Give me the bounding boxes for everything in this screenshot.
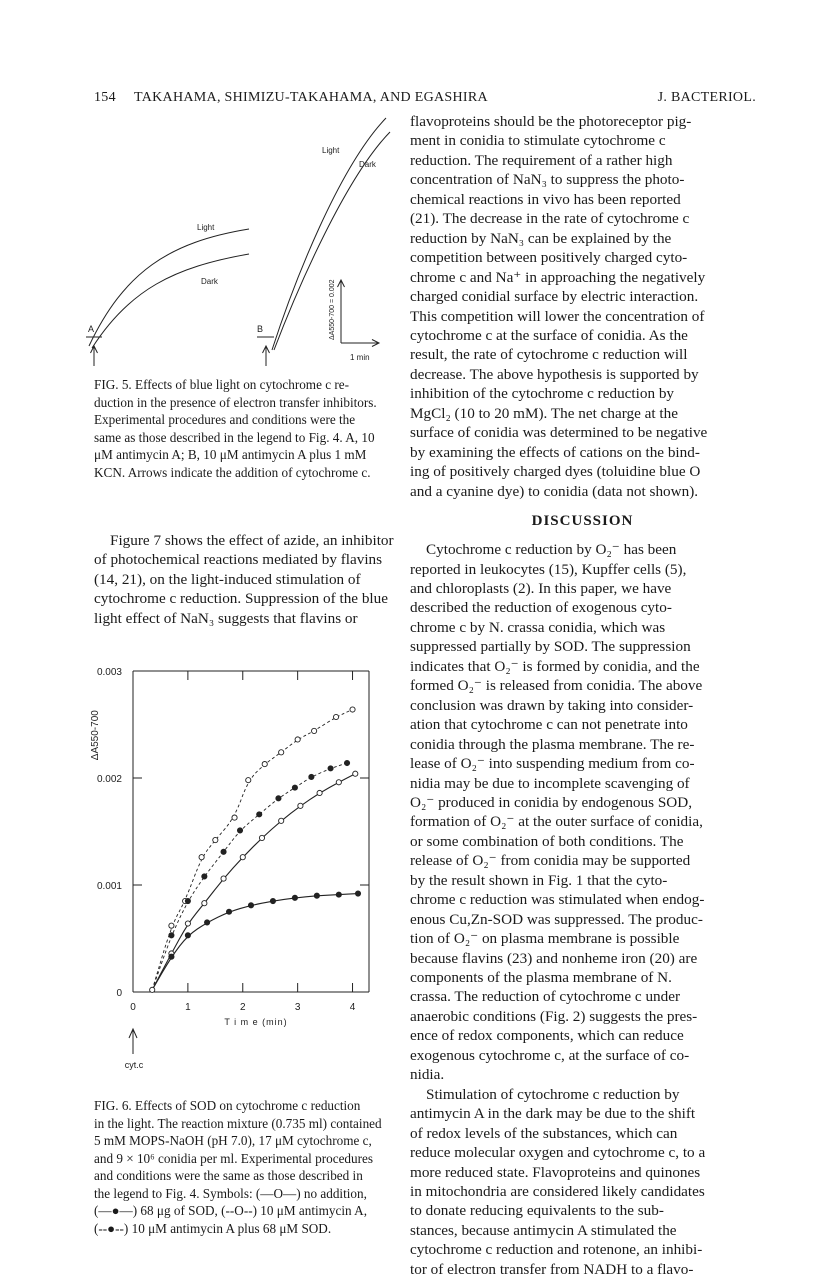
data-point-series-4: [257, 812, 262, 817]
text-line: reduction by NaN₃ can be explained by the: [410, 229, 672, 247]
fig5-curve-a-light: [89, 229, 249, 346]
data-point-series-3: [232, 815, 237, 820]
text-line: reduction. The requirement of a rather high: [410, 151, 673, 169]
fig5-label-light-a: Light: [197, 223, 215, 232]
text-line: nidia may be due to incomplete scavenging of: [410, 774, 690, 792]
y-tick-label: 0: [116, 988, 122, 1000]
data-point-series-3: [312, 729, 317, 734]
section-heading-discussion: DISCUSSION: [531, 513, 634, 530]
text-line: decrease. The above hypothesis is supported by: [410, 365, 699, 383]
data-point-series-1: [221, 876, 226, 881]
x-tick-label: 4: [349, 1002, 356, 1014]
text-line: of photochemical reactions mediated by flavins: [94, 551, 383, 569]
text-line: competition between positively charged cyto-: [410, 249, 688, 267]
text-line: suppressed partially by SOD. The suppression: [410, 638, 691, 656]
data-point-series-3: [213, 838, 218, 843]
y-tick-label: 0.003: [96, 667, 122, 679]
data-point-series-4: [309, 775, 314, 780]
text-line: components of the plasma membrane of N.: [410, 969, 672, 987]
x-tick-label: 1: [185, 1002, 191, 1014]
series-line-1: [152, 774, 355, 990]
data-point-series-4: [202, 874, 207, 879]
text-line: (21). The decrease in the rate of cytochrome c: [410, 210, 690, 228]
y-tick-label: 0.002: [96, 774, 122, 786]
data-point-series-3: [333, 715, 338, 720]
text-line: ation that cytochrome c can not penetrate into: [410, 716, 688, 734]
caption-line: (—●—) 68 μg of SOD, (--O--) 10 μM antimycin A,: [94, 1203, 367, 1219]
text-line: chrome c and Na⁺ in approaching the negatively: [410, 268, 706, 286]
text-line: chrome c by N. crassa conidia, which was: [410, 618, 666, 636]
text-line: conidia through the plasma membrane. The re-: [410, 735, 695, 753]
text-line: nidia.: [410, 1066, 445, 1084]
series-line-2: [152, 894, 358, 990]
data-point-series-3: [295, 737, 300, 742]
text-line: Figure 7 shows the effect of azide, an inhibitor: [110, 532, 394, 549]
text-line: reduce molecular oxygen and cytochrome c, to a: [410, 1144, 706, 1162]
text-line: or some combination of both conditions. The: [410, 832, 684, 850]
text-line: enous Cu,Zn-SOD was suppressed. The produc-: [410, 910, 703, 928]
data-point-series-2: [204, 920, 209, 925]
figure-6-caption: [94, 1097, 394, 1237]
data-point-series-1: [353, 771, 358, 776]
text-line: lease of O₂⁻ into suspending medium from co-: [410, 755, 695, 773]
caption-line: FIG. 6. Effects of SOD on cytochrome c reduction: [94, 1098, 361, 1114]
text-line: flavoproteins should be the photoreceptor pig-: [410, 113, 692, 130]
x-tick-label: 2: [239, 1002, 246, 1014]
caption-line: KCN. Arrows indicate the addition of cytochrome c.: [94, 464, 371, 480]
caption-line: Experimental procedures and conditions were the: [94, 412, 356, 427]
text-line: Stimulation of cytochrome c reduction by: [426, 1085, 680, 1103]
right-paragraph-continued: [410, 112, 755, 501]
fig5-label-dark-b: Dark: [359, 160, 376, 169]
fig5-panel-b: B: [257, 324, 264, 334]
caption-line: (--●--) 10 μM antimycin A plus 68 μM SOD.: [94, 1220, 332, 1236]
data-point-series-4: [292, 785, 297, 790]
text-line: to donate reducing equivalents to the sub-: [410, 1202, 664, 1220]
right-column: [410, 112, 755, 1279]
data-point-series-1: [279, 818, 284, 823]
caption-line: same as those described in the legend to Fig. 4. A, 10: [94, 429, 375, 445]
fig5-panel-a: A: [88, 324, 95, 334]
figure-5-caption: [94, 376, 394, 481]
text-line: ment in conidia to stimulate cytochrome c: [410, 132, 666, 150]
series-line-4: [152, 763, 347, 990]
text-line: by examining the effects of cations on the bind-: [410, 443, 700, 461]
data-point-series-2: [270, 899, 275, 904]
x-axis-label: T i m e (min): [224, 1017, 288, 1028]
running-journal: J. BACTERIOL.: [657, 90, 756, 105]
data-point-series-3: [262, 762, 267, 767]
text-line: conclusion was drawn by taking into consider-: [410, 696, 694, 714]
text-line: anaerobic conditions (Fig. 2) suggests the pres-: [410, 1007, 698, 1025]
text-line: reported in leukocytes (15), Kupffer cells (5),: [410, 560, 687, 578]
data-point-series-1: [240, 855, 245, 860]
text-line: crassa. The reduction of cytochrome c under: [410, 988, 681, 1006]
text-line: stances, because antimycin A stimulated the: [410, 1221, 677, 1239]
data-point-start: [150, 988, 155, 993]
data-point-series-2: [185, 933, 190, 938]
text-line: because flavins (23) and nonheme iron (20) are: [410, 949, 698, 967]
text-line: result, the rate of cytochrome c reduction will: [410, 346, 688, 364]
text-line: tion of O₂⁻ on plasma membrane is possible: [410, 930, 680, 948]
text-line: concentration of NaN₃ to suppress the photo-: [410, 171, 685, 189]
text-line: charged conidial surface by electric interaction.: [410, 288, 699, 306]
data-point-series-3: [350, 707, 355, 712]
data-point-series-4: [276, 796, 281, 801]
data-point-series-2: [226, 909, 231, 914]
text-line: exogenous cytochrome c, at the surface of co-: [410, 1046, 690, 1064]
caption-line: and conditions were the same as those described in: [94, 1168, 363, 1184]
text-line: antimycin A in the dark may be due to the shift: [410, 1105, 696, 1123]
data-point-series-4: [185, 899, 190, 904]
page-number: 154: [94, 90, 116, 105]
data-point-series-1: [317, 791, 322, 796]
data-point-series-4: [237, 828, 242, 833]
caption-line: μM antimycin A; B, 10 μM antimycin A plus 1 mM: [94, 447, 367, 462]
text-line: cytochrome c reduction. Suppression of the blue: [94, 590, 388, 608]
data-point-series-1: [185, 921, 190, 926]
fig5-label-light-b: Light: [322, 146, 340, 155]
x-tick-label: 3: [294, 1002, 301, 1014]
x-tick-label: 0: [130, 1002, 136, 1014]
data-point-series-1: [298, 803, 303, 808]
data-point-series-2: [248, 903, 253, 908]
data-point-series-2: [336, 892, 341, 897]
figure-6: [90, 665, 394, 1093]
left-paragraph: [94, 531, 394, 628]
data-point-series-3: [199, 855, 204, 860]
text-line: light effect of NaN₃ suggests that flavins or: [94, 609, 358, 627]
text-line: cytochrome c at the surface of conidia. As the: [410, 326, 688, 344]
text-line: of redox levels of the substances, which can: [410, 1124, 678, 1142]
figure-5: [88, 112, 394, 370]
text-line: surface of conidia was determined to be negative: [410, 424, 708, 442]
text-line: more reduced state. Flavoproteins and quinones: [410, 1163, 701, 1181]
data-point-series-4: [169, 933, 174, 938]
text-line: indicates that O₂⁻ is formed by conidia, and the: [410, 657, 700, 675]
data-point-series-3: [246, 778, 251, 783]
caption-line: the legend to Fig. 4. Symbols: (—O—) no addition,: [94, 1185, 367, 1201]
caption-line: duction in the presence of electron transfer inhibitors.: [94, 394, 377, 410]
caption-line: 5 mM MOPS-NaOH (pH 7.0), 17 μM cytochrome c,: [94, 1133, 372, 1149]
text-line: chrome c reduction was stimulated when endog-: [410, 891, 705, 909]
data-point-series-3: [279, 750, 284, 755]
caption-line: in the light. The reaction mixture (0.735 ml) contained: [94, 1115, 382, 1131]
text-line: Cytochrome c reduction by O₂⁻ has been: [426, 541, 677, 559]
data-point-series-1: [259, 836, 264, 841]
running-authors: TAKAHAMA, SHIMIZU-TAKAHAMA, AND EGASHIRA: [134, 90, 488, 105]
text-line: ing of positively charged dyes (toluidine blue O: [410, 463, 701, 481]
text-line: formed O₂⁻ is released from conidia. The above: [410, 677, 703, 695]
caption-line: and 9 × 10⁶ conidia per ml. Experimental procedures: [94, 1150, 373, 1166]
discussion-paragraph-1: [410, 540, 755, 1085]
text-line: tor of electron transfer from NADH to a flavo-: [410, 1260, 694, 1278]
text-line: described the reduction of exogenous cyto-: [410, 599, 672, 617]
text-line: in mitochondria are considered likely candidates: [410, 1183, 705, 1201]
data-point-series-1: [336, 780, 341, 785]
series-line-3: [152, 710, 352, 990]
data-point-series-2: [314, 893, 319, 898]
addition-arrow-label: cyt.c: [124, 1060, 144, 1071]
text-line: and a cyanine dye) to conidia (data not shown).: [410, 482, 699, 500]
data-point-series-2: [292, 896, 297, 901]
data-point-series-1: [202, 901, 207, 906]
text-line: This competition will lower the concentration of: [410, 307, 705, 325]
data-point-series-4: [344, 761, 349, 766]
data-point-series-4: [328, 766, 333, 771]
text-line: chemical reactions in vivo has been reported: [410, 190, 681, 208]
data-point-series-2: [355, 891, 360, 896]
text-line: and chloroplasts (2). In this paper, we have: [410, 579, 672, 597]
data-point-series-4: [221, 849, 226, 854]
fig5-label-dark-a: Dark: [201, 277, 218, 286]
text-line: formation of O₂⁻ at the outer surface of conidia,: [410, 813, 703, 831]
y-tick-label: 0.001: [96, 881, 122, 893]
text-line: MgCl₂ (10 to 20 mM). The net charge at the: [410, 404, 678, 422]
data-point-series-3: [169, 923, 174, 928]
running-header: [94, 90, 756, 110]
fig5-scale-x-label: 1 min: [350, 353, 370, 362]
text-line: release of O₂⁻ from conidia may be supported: [410, 852, 691, 870]
text-line: cytochrome c reduction and rotenone, an inhibi-: [410, 1241, 703, 1259]
text-line: ence of redox components, which can reduce: [410, 1027, 684, 1045]
left-column: [88, 112, 394, 1237]
data-point-series-2: [169, 954, 174, 959]
fig5-scale-y-label: ΔA550-700 = 0.002: [329, 279, 336, 340]
discussion-paragraph-2: [410, 1085, 755, 1279]
text-line: (14, 21), on the light-induced stimulation of: [94, 570, 361, 588]
y-axis-label: ΔA550-700: [90, 710, 101, 761]
text-line: O₂⁻ produced in conidia by endogenous SOD,: [410, 793, 692, 811]
text-line: by the result shown in Fig. 1 that the cyto-: [410, 871, 668, 889]
text-line: inhibition of the cytochrome c reduction by: [410, 385, 675, 403]
caption-line: FIG. 5. Effects of blue light on cytochrome c re-: [94, 377, 350, 392]
